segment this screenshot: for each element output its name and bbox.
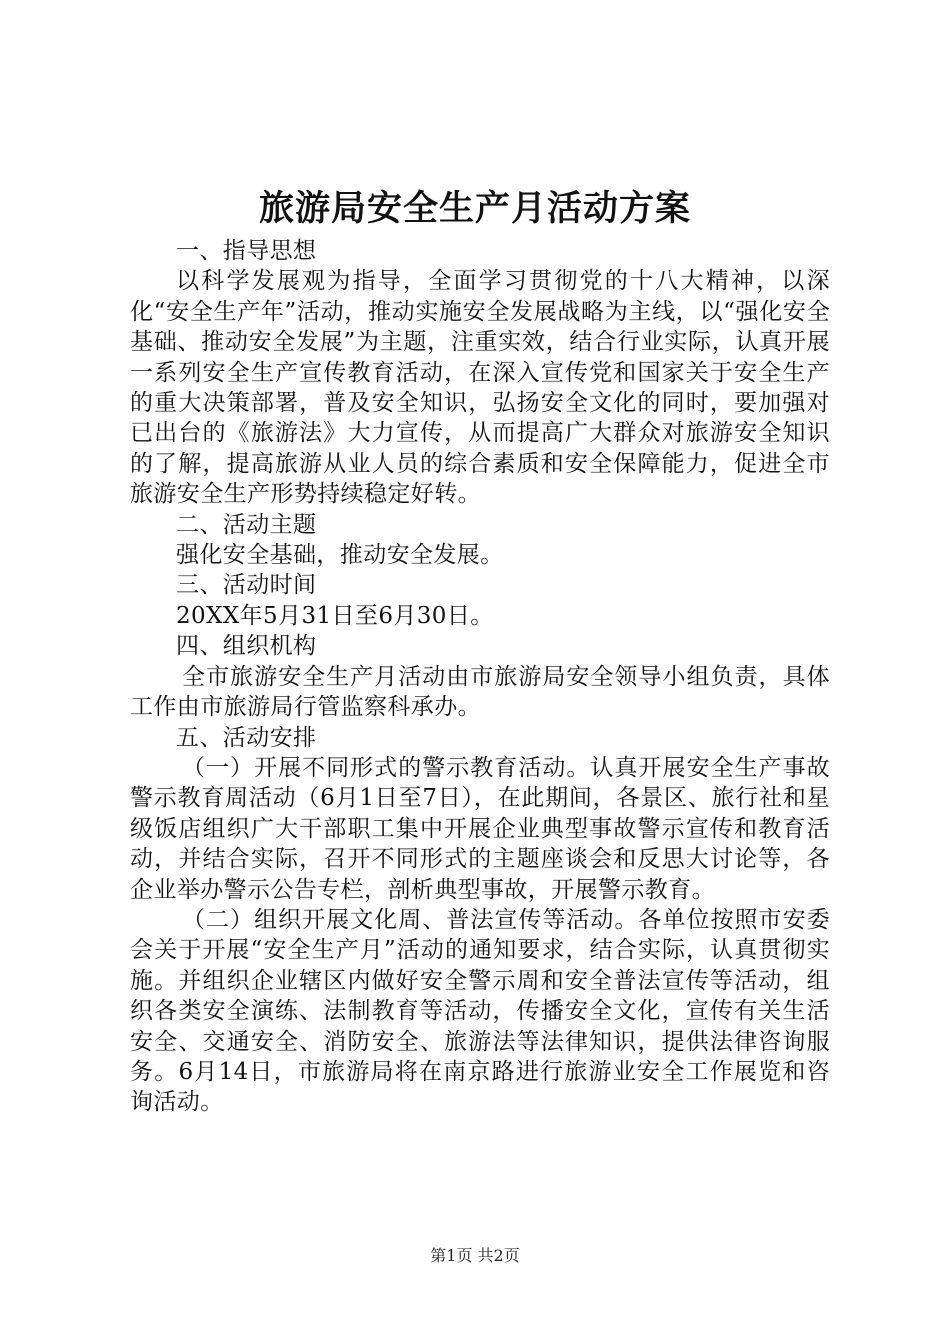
section-paragraph-guiding-ideology: 以科学发展观为指导，全面学习贯彻党的十八大精神，以深化“安全生产年”活动，推动实施安全发展战略为主线，以“强化安全基础、推动安全发展”为主题，注重实效，结合行业实际，认真开展一系列安全生产宣传教育活动，在深入宣传党和国家关于安全生产的重大决策部署，普及安全知识，弘扬安全文化的同时，要加强对已出台的《旅游法》大力宣传，从而提高广大群众对旅游安全知识的了解，提高旅游从业人员的综合素质和安全保障能力，促进全市旅游安全生产形势持续稳定好转。 [130, 268, 830, 508]
page-footer: 第1页 共2页 [430, 1246, 520, 1265]
section-heading-activity-time: 三、活动时间 [176, 572, 317, 599]
section-heading-organization: 四、组织机构 [176, 633, 317, 660]
section-paragraph-culture-week: （二）组织开展文化周、普法宣传等活动。各单位按照市安委会关于开展“安全生产月”活动的通知要求，结合实际，认真贯彻实施。并组织企业辖区内做好安全警示周和安全普法宣传等活动，组织各类安全演练、法制教育等活动，传播安全文化，宣传有关生活安全、交通安全、消防安全、旅游法等法律知识，提供法律咨询服务。6月14日，市旅游局将在南京路进行旅游业安全工作展览和咨询活动。 [130, 906, 830, 1116]
document-body [130, 236, 830, 1118]
section-heading-activity-theme: 二、活动主题 [176, 511, 317, 538]
section-heading-guiding-ideology: 一、指导思想 [176, 238, 317, 264]
section-paragraph-activity-time: 20XX年5月31日至6月30日。 [176, 602, 494, 629]
document-title: 旅游局安全生产月活动方案 [258, 188, 691, 229]
section-paragraph-warning-education: （一）开展不同形式的警示教育活动。认真开展安全生产事故警示教育周活动（6月1日至7日），在此期间，各景区、旅行社和星级饭店组织广大干部职工集中开展企业典型事故警示宣传和教育活动，并结合实际，召开不同形式的主题座谈会和反思大讨论等，各企业举办警示公告专栏，剖析典型事故，开展警示教育。 [130, 754, 830, 903]
section-heading-activity-arrangement: 五、活动安排 [176, 724, 317, 751]
section-paragraph-organization: 全市旅游安全生产月活动由市旅游局安全领导小组负责，具体工作由市旅游局行管监察科承办。 [130, 663, 830, 721]
section-paragraph-activity-theme: 强化安全基础，推动安全发展。 [176, 542, 504, 569]
